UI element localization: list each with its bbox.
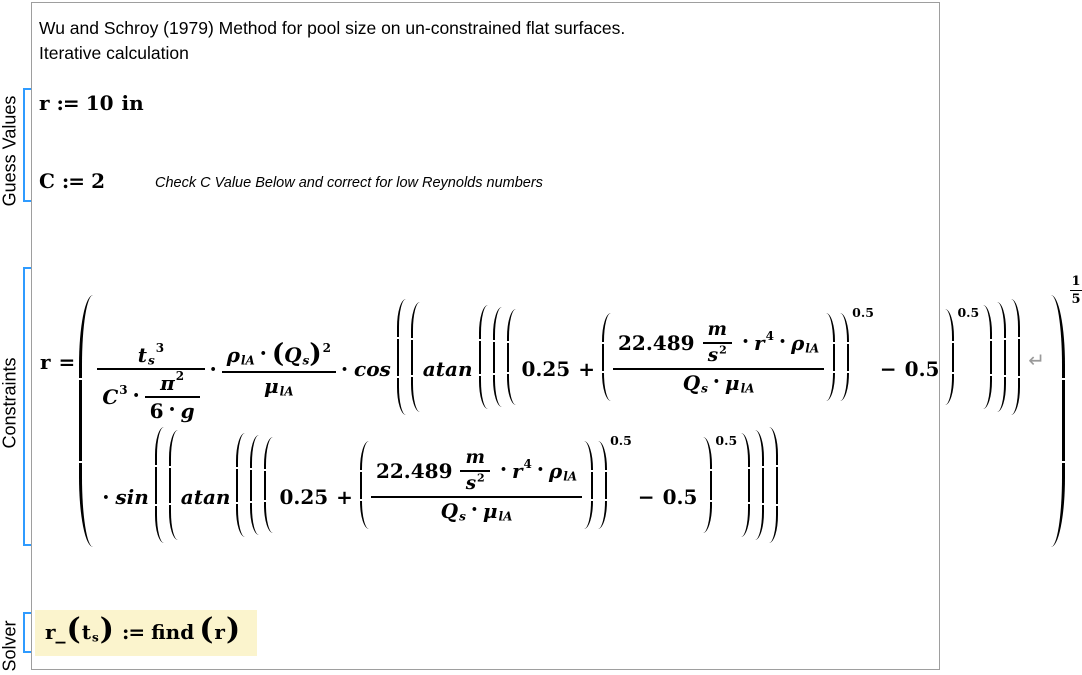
unit-m-per-s2 xyxy=(703,318,732,366)
multiply-dot: • xyxy=(778,334,786,348)
multiply-dot: • xyxy=(168,402,176,416)
fraction-bar xyxy=(222,371,336,373)
paren-open xyxy=(507,309,516,405)
paren-close: ) xyxy=(225,612,241,647)
var-pi: π xyxy=(160,371,175,395)
subscript-lA: lA xyxy=(740,381,755,396)
line-break-icon: ↵ xyxy=(1028,348,1045,372)
fraction-bar xyxy=(145,396,200,398)
exponent-2: 2 xyxy=(719,343,727,357)
paren-close xyxy=(983,305,992,409)
multiply-dot: • xyxy=(102,490,110,504)
var-r: r xyxy=(40,350,51,374)
paren-close xyxy=(1011,299,1020,415)
find-function: find xyxy=(151,620,195,644)
exponent-05: 0.5 xyxy=(610,433,632,448)
multiply-dot: • xyxy=(132,388,140,402)
fraction-22489 xyxy=(371,446,582,524)
var-Q: Q xyxy=(682,371,701,396)
subscript-s: s xyxy=(302,353,310,368)
underscore: _ xyxy=(55,620,66,644)
fraction-ts-cubed xyxy=(97,340,204,423)
var-rho: ρ xyxy=(226,343,240,367)
subscript-s: s xyxy=(701,381,708,396)
paren-open xyxy=(264,437,273,533)
paren-open xyxy=(411,302,420,412)
multiply-dot: • xyxy=(712,374,720,388)
subscript-s: s xyxy=(459,509,466,524)
equation-line2 xyxy=(97,427,781,543)
paren-close: ) xyxy=(99,612,114,647)
subscript-lA: lA xyxy=(805,341,820,356)
equation-lhs xyxy=(40,352,75,372)
unit-m: m xyxy=(465,446,485,468)
minus-operator: − xyxy=(879,357,897,381)
value-05: 0.5 xyxy=(904,357,940,381)
unit-s: s xyxy=(465,473,477,494)
paren-close xyxy=(840,313,849,401)
section-label-constraints: Constraints xyxy=(0,357,20,449)
subscript-lA: lA xyxy=(563,469,578,484)
value-05: 0.5 xyxy=(662,485,698,509)
var-r: r xyxy=(45,620,56,644)
unit-m: m xyxy=(707,318,727,340)
subscript-lA: lA xyxy=(498,509,513,524)
value-2: 2 xyxy=(91,169,105,193)
c-value-note: Check C Value Below and correct for low Reynolds numbers xyxy=(155,175,543,191)
cos-function: cos xyxy=(354,357,391,381)
guess-c-definition[interactable] xyxy=(39,171,105,191)
paren-close: ) xyxy=(309,339,322,369)
multiply-dot: • xyxy=(470,502,478,516)
paren-open xyxy=(155,427,164,543)
value-22489: 22.489 xyxy=(617,331,695,355)
fraction-pi-squared xyxy=(145,368,200,423)
constraints-bracket xyxy=(23,267,31,546)
paren-close xyxy=(741,433,750,537)
paren-open-outer xyxy=(79,295,93,547)
var-r: r xyxy=(511,459,523,483)
paren-open xyxy=(169,430,178,540)
solver-bracket xyxy=(23,612,31,653)
fraction-22489 xyxy=(613,318,824,396)
paren-open: ( xyxy=(199,612,214,647)
multiply-dot: • xyxy=(340,362,349,376)
paren-open xyxy=(493,307,502,407)
equals-operator: = xyxy=(58,350,76,374)
exponent-denominator: 5 xyxy=(1071,292,1081,307)
paren-open xyxy=(236,433,245,537)
multiply-dot: • xyxy=(536,462,544,476)
solver-find-definition[interactable] xyxy=(35,610,257,656)
minus-operator: − xyxy=(637,485,655,509)
worksheet-title xyxy=(39,16,625,65)
exponent-05: 0.5 xyxy=(957,305,980,320)
paren-close xyxy=(769,427,778,543)
fraction-bar xyxy=(613,368,824,370)
paren-open xyxy=(360,441,369,529)
paren-close xyxy=(755,430,764,540)
paren-open xyxy=(602,313,611,401)
paren-close xyxy=(703,437,712,533)
assign-operator: := xyxy=(56,91,79,115)
constraint-equation[interactable] xyxy=(40,274,1082,547)
atan-function: atan xyxy=(422,357,473,381)
subscript-lA: lA xyxy=(240,353,255,368)
var-mu: μ xyxy=(264,374,279,398)
assign-operator: := xyxy=(61,169,85,193)
multiply-dot: • xyxy=(209,362,217,376)
exponent-4: 4 xyxy=(523,456,532,471)
paren-open xyxy=(397,299,406,415)
fraction-bar xyxy=(1070,290,1082,291)
multiply-dot: • xyxy=(742,334,750,348)
subscript-lA: lA xyxy=(279,384,294,399)
exponent-numerator: 1 xyxy=(1071,274,1081,289)
plus-operator: + xyxy=(336,485,353,509)
fraction-rho-q xyxy=(222,339,336,399)
paren-close xyxy=(584,441,593,529)
var-C: C xyxy=(102,385,119,409)
fraction-bar xyxy=(371,496,582,498)
subscript-s: s xyxy=(148,353,155,368)
title-line1: Wu and Schroy (1979) Method for pool size on un-constrained flat surfaces. xyxy=(39,18,626,38)
unit-s: s xyxy=(707,345,719,366)
value-10: 10 xyxy=(85,91,114,115)
section-label-solver: Solver xyxy=(0,620,20,672)
exponent-05: 0.5 xyxy=(715,433,738,448)
plus-operator: + xyxy=(578,357,595,381)
var-r: r xyxy=(754,331,765,355)
var-rho: ρ xyxy=(548,459,563,483)
paren-close xyxy=(997,302,1006,412)
multiply-dot: • xyxy=(259,346,267,360)
fraction-bar xyxy=(97,368,204,370)
exponent-3: 3 xyxy=(155,340,165,355)
equation-body xyxy=(97,299,1045,543)
value-025: 0.25 xyxy=(279,485,329,509)
assign-operator: := xyxy=(121,620,145,644)
guess-r-definition[interactable] xyxy=(39,93,144,113)
title-line2: Iterative calculation xyxy=(39,42,189,63)
exponent-4: 4 xyxy=(765,328,774,343)
exponent-2: 2 xyxy=(322,340,331,355)
paren-close-outer xyxy=(1051,295,1065,547)
paren-open xyxy=(250,435,259,535)
paren-open: ( xyxy=(66,612,81,647)
sin-function: sin xyxy=(115,485,149,509)
exponent-3: 3 xyxy=(119,382,128,397)
atan-function: atan xyxy=(180,485,231,509)
unit-m-per-s2 xyxy=(460,446,489,494)
unit-in: in xyxy=(121,91,144,115)
var-C: C xyxy=(39,169,55,193)
var-r: r xyxy=(39,91,50,115)
section-label-guess-values: Guess Values xyxy=(0,95,20,207)
exponent-05: 0.5 xyxy=(852,305,874,320)
paren-close xyxy=(945,309,954,405)
paren-close xyxy=(598,441,607,529)
var-r: r xyxy=(214,620,225,644)
var-Q: Q xyxy=(284,343,302,367)
exponent-2: 2 xyxy=(477,471,485,485)
var-rho: ρ xyxy=(790,331,805,355)
var-Q: Q xyxy=(440,499,459,524)
fraction-bar xyxy=(703,342,732,344)
var-mu: μ xyxy=(724,371,740,396)
guess-values-bracket xyxy=(23,88,31,202)
var-g: g xyxy=(180,399,195,423)
value-6: 6 xyxy=(149,399,164,423)
var-t: t xyxy=(81,620,91,644)
paren-open xyxy=(479,305,488,409)
exponent-one-fifth xyxy=(1070,275,1082,306)
value-22489: 22.489 xyxy=(375,459,453,483)
paren-open: ( xyxy=(271,339,285,369)
var-t: t xyxy=(137,343,147,367)
paren-close xyxy=(826,313,835,401)
multiply-dot: • xyxy=(499,462,507,476)
exponent-2: 2 xyxy=(175,368,185,383)
subscript-s: s xyxy=(92,630,99,645)
var-mu: μ xyxy=(482,499,498,524)
value-025: 0.25 xyxy=(521,357,571,381)
equation-line1 xyxy=(97,299,1045,423)
fraction-bar xyxy=(460,470,489,472)
